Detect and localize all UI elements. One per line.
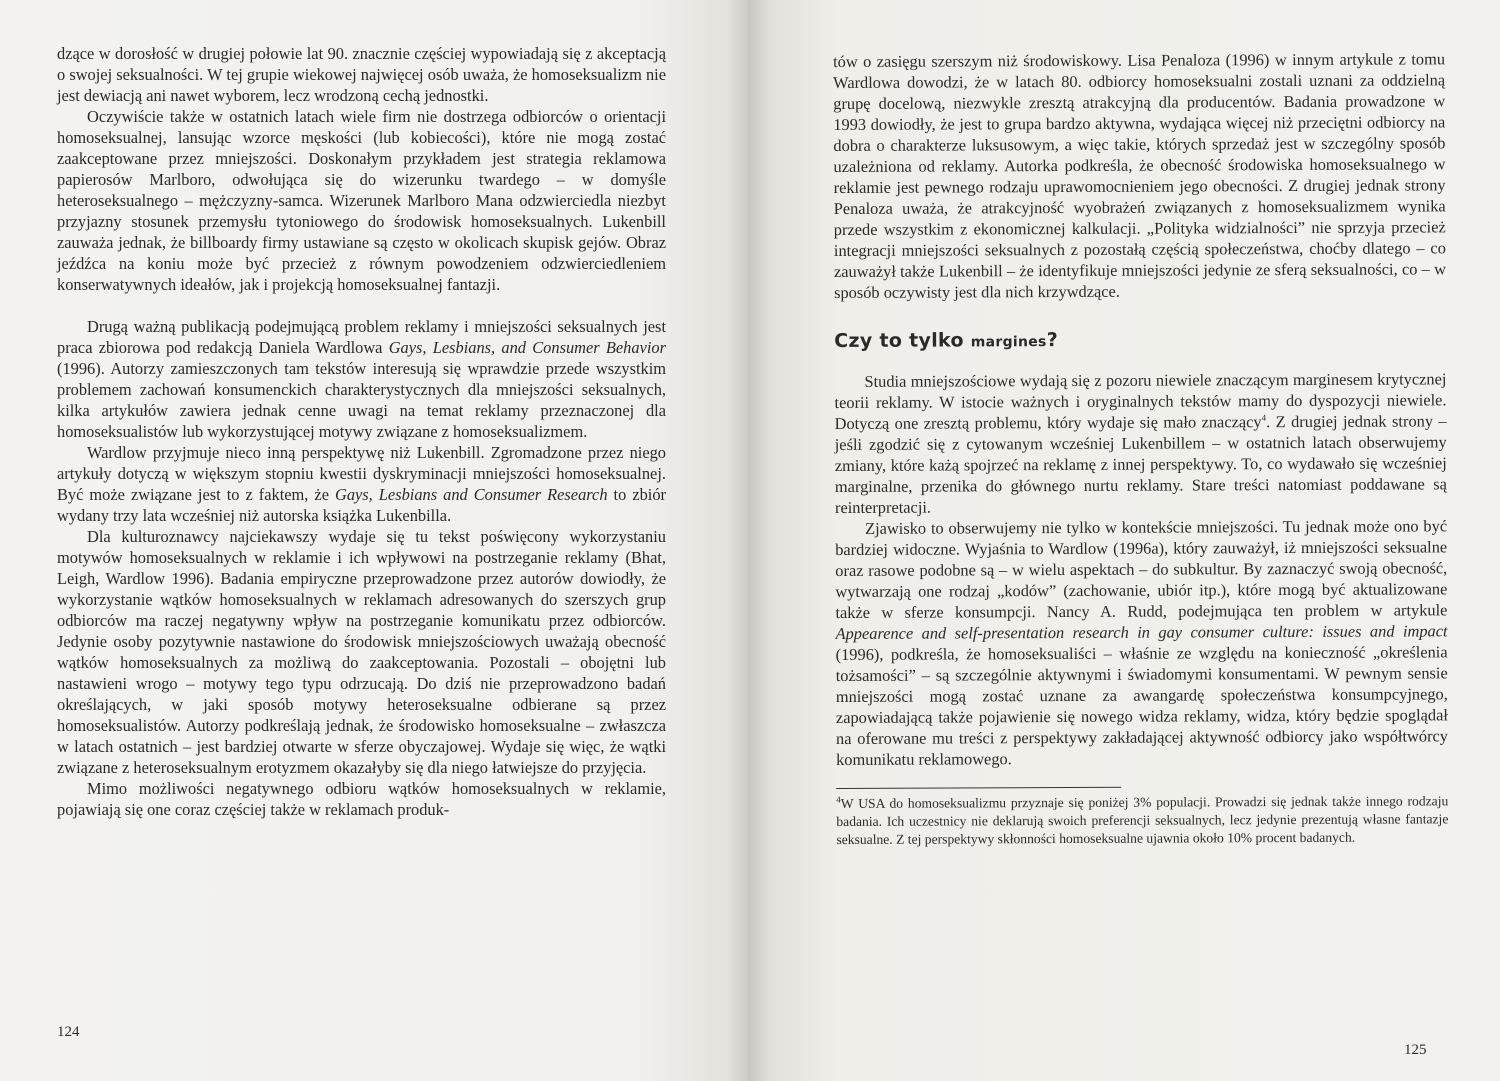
footnote-marker: 4 [836, 794, 841, 805]
page-number-left: 124 [57, 1024, 80, 1040]
paragraph-text: to zbiór wydany trzy lata wcześniej niż autorska książka Lukenbilla. [57, 485, 667, 525]
heading-text-smallcaps: marginеs [970, 334, 1047, 351]
paragraph [57, 316, 666, 442]
paragraph: Mimo możliwości negatywnego odbioru wątków homoseksualnych w reklamie, pojawiają się one coraz częściej także w reklamach produk- [57, 779, 666, 819]
paragraph: Oczywiście także w ostatnich latach wiele firm nie dostrzega odbiorców o orientacji homoseksualnej, lansując wzorce męskości (lub kobiecości), które nie mogą zostać zaakceptowane przez mniejszości. Doskonałym przykładem jest strategia reklamowa papierosów Marlboro, odwołująca się do wizerunku twardego – w domyśle heteroseksualnego – mężczyzny-samca. Wizerunek Marlboro Mana odzwierciedla niezbyt przyjazny stosunek przemysłu tytoniowego do środowisk homoseksualnych. Lukenbill zauważa jednak, że billboardy firmy ustawiane są często w okolicach skupisk gejów. Obraz jeźdźca na koniu może być przecież z równym powodzeniem odzwierciedleniem konserwatywnych ideałów, jak i projekcją homoseksualnej fantazji. [57, 107, 666, 294]
paragraph-text: . Z drugiej jednak strony – jeśli zgodzić się z cytowanym wcześniej Lukenbillem – w ostatnich latach obserwujemy zmiany, które każą spojrzeć na reklamę z innej perspektywy. To, co wydawało się wcześniej marginalne, przenika do głównego nurtu reklamy. Stare treści natomiast poddawane są reinterpretacji. [834, 411, 1447, 517]
paragraph [57, 442, 666, 526]
right-page-text [833, 48, 1448, 849]
paragraph-text: Studia mniejszościowe wydają się z pozoru niewiele znaczącym marginesem krytycznej teorii reklamy. W istocie ważnych i oryginalnych tekstów mamy do dyspozycji niewiele. Dotyczą one zresztą problemu, który wydaje się mało znaczący [834, 369, 1447, 433]
footnote [836, 792, 1448, 849]
heading-text: ? [1046, 329, 1059, 352]
book-title: Gays, Lesbians and Consumer Research [335, 485, 608, 504]
paragraph-text: (1996). Autorzy zamieszczonych tam tekstów interesują się wprawdzie przede wszystkim problemem zachowań konsumenckich charakterystycznych dla mniejszości seksualnych, kilka artykułów zawiera jednak cenne uwagi na temat reklamy przeznaczonej dla homoseksualistów lub wykorzystującej motywy związane z homoseksualizmem. [57, 359, 666, 441]
paragraph-text: Zjawisko to obserwujemy nie tylko w kontekście mniejszości. Tu jednak może ono być bardziej widoczne. Wyjaśnia to Wardlow (1996a), który zauważył, iż mniejszości seksualne oraz rasowe podobne są – w wielu aspektach – do subkultur. By zaznaczyć swoją obecność, wytwarzają one rodzaj „kodów” (zachowanie, ubiór itp.), które mogą być aktualizowane także w sferze konsumpcji. Nancy A. Rudd, podejmująca ten problem w artykule [835, 516, 1448, 622]
footnote-text: W USA do homoseksualizmu przyznaje się poniżej 3% populacji. Prowadzi się jednak także innego rodzaju badania. Ich uczestnicy nie deklarują swoich preferencji seksualnych, lecz jedynie prezentują własne fantazje seksualne. Z tej perspektywy skłonności homoseksualne ujawnia około 10% procent badanych. [836, 793, 1449, 847]
paragraph: Dla kulturoznawcy najciekawszy wydaje się tu tekst poświęcony wykorzystaniu motywów homoseksualnych w reklamie i ich wpływowi na postrzeganie reklamy (Bhat, Leigh, Wardlow 1996). Badania empiryczne przeprowadzone przez autorów dowiodły, że wykorzystanie wątków homoseksualnych w reklamach adresowanych do szerszych grup odbiorców ma raczej negatywny wpływ na postrzeganie komunikatu przez odbiorców. Jedynie osoby pozytywnie nastawione do środowisk mniejszościowych uważają obecność wątków homoseksualnych za możliwą do zaakceptowania. Pozostali – obojętni lub nastawieni wrogo – motywy tego typu odrzucają. Do dziś nie przeprowadzono badań określających, w jaki sposób motywy heteroseksualne odbierane są przez homoseksualistów. Autorzy podkreślają jednak, że środowisko homoseksualne – zwłaszcza w latach ostatnich – jest bardziej otwarte w sferze obyczajowej. Wydaje się więc, że wątki związane z heteroseksualnym erotyzmem okazałyby się dla niego łatwiejsze do przyjęcia. [57, 527, 666, 777]
book-title: Gays, Lesbians, and Consumer Behavior [388, 338, 666, 357]
paragraph-text: (1996), podkreśla, że homoseksualiści – właśnie ze względu na konieczność „określenia tożsamości” – są szczególnie aktywnymi i świadomymi konsumentami. W pewnym sensie mniejszości mogą zostać uznane za awangardę społeczeństwa konsumpcyjnego, zapowiadającą także pojawienie się nowego widza reklamy, widza, który będzie spoglądał na oferowane mu treści z perspektywy zakładającej aktywność odbiorcy jako współtwórcy komunikatu reklamowego. [835, 642, 1449, 769]
footnote-ref: 4 [1261, 412, 1267, 423]
paragraph: tów o zasięgu szerszym niż środowiskowy. Lisa Penaloza (1996) w innym artykule z tomu Wardlowa dowodzi, że w latach 80. odbiorcy homoseksualni zostali uznani za oddzielną grupę docelową, niezwykle zresztą atrakcyjną dla producentów. Badania prowadzone w 1993 dowiodły, że jest to grupa bardzo aktywna, wydająca więcej niż przeciętni odbiorcy na dobra o charakterze luksusowym, a więc takie, których sprzedaż jest w szczególny sposób uzależniona od reklamy. Autorka podkreśla, że obecność środowiska homoseksualnego w reklamie jest pewnego rodzaju uprawomocnieniem jego obecności. Z drugiej jednak strony Penaloza uważa, że atrakcyjność wyobrażeń związanych z homoseksualizmem wynika przede wszystkim z ekonomicznej kalkulacji. „Polityka widzialności” nie sprzyja przecież integracji mniejszości seksualnych z pozostałą częścią społeczeństwa, choćby dlatego – co zauważył także Lukenbill – że identyfikuje mniejszości jedynie ze sferą seksualności, co – w sposób oczywisty jest dla nich krzywdzące. [833, 49, 1446, 302]
paragraph-text: Drugą ważną publikacją podejmującą problem reklamy i mniejszości seksualnych jest praca zbiorowa pod redakcją Daniela Wardlowa [57, 317, 666, 357]
page-number-right: 125 [1404, 1042, 1427, 1058]
paragraph-text: Wardlow przyjmuje nieco inną perspektywę niż Lukenbill. Zgromadzone przez niego artykuły dotyczą w większym stopniu kwestii dyskryminacji mniejszości homoseksualnej. Być może związane jest to z faktem, że [57, 443, 666, 504]
heading-text: Czy to tylko [834, 329, 971, 352]
article-title: Appearence and self-presentation research in gay consumer culture: issues and impact [835, 621, 1448, 643]
footnote-divider [836, 787, 1121, 789]
left-page-text [57, 43, 666, 820]
section-heading [834, 326, 1446, 355]
paragraph [835, 515, 1448, 770]
paragraph: dzące w dorosłość w drugiej połowie lat 90. znacznie częściej wypowiadają się z akceptacją o swojej seksualności. W tej grupie wiekowej najwięcej osób uważa, że homoseksualizm nie jest dewiacją ani nawet wyborem, lecz wrodzoną cechą jednostki. [57, 44, 666, 105]
paragraph [834, 368, 1447, 518]
